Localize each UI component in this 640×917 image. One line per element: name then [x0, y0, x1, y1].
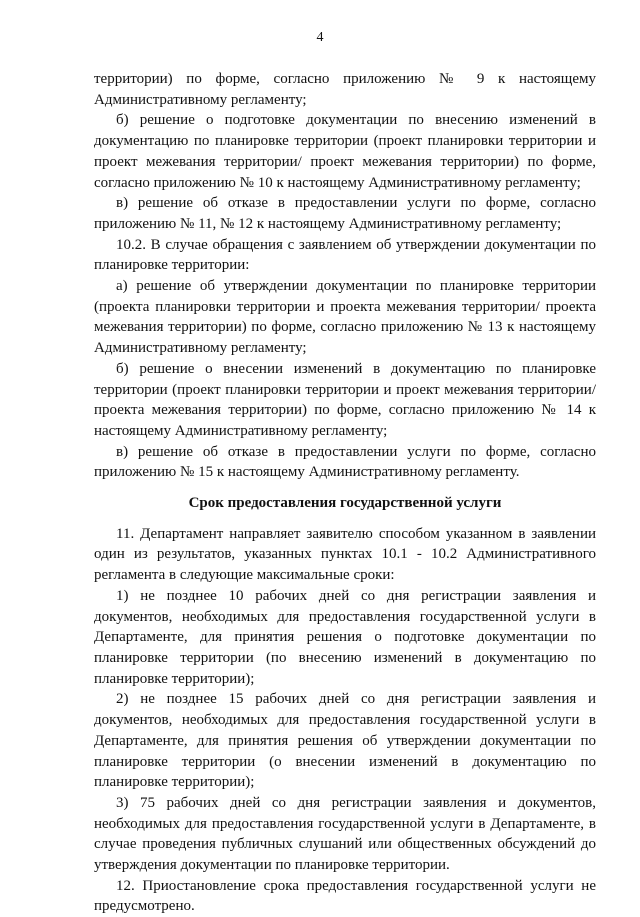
paragraph: территории) по форме, согласно приложению № 9 к настоящему Административному регламенту; [94, 71, 596, 108]
spacer [94, 514, 596, 524]
document-body [94, 69, 596, 917]
paragraph: в) решение об отказе в предоставлении услуги по форме, согласно приложению № 15 к настоящему Административному регламенту. [94, 443, 596, 481]
paragraph: 12. Приостановление срока предоставления государственной услуги не предусмотрено. [94, 877, 596, 915]
paragraph: 11. Департамент направляет заявителю способом указанном в заявлении один из результатов, указанных пунктах 10.1 - 10.2 Административного регламента в следующие максимальные сроки: [94, 525, 596, 584]
page-number: 4 [316, 30, 324, 45]
section-heading: Срок предоставления государственной услуги [188, 495, 502, 512]
paragraph: б) решение о внесении изменений в документацию по планировке территории (проект планировки территории и проект межевания территории/ проекта межевания территории) по форме, согласно приложению № 14 к настоящему Административному регламенту; [94, 360, 596, 439]
paragraph: а) решение об утверждении документации по планировке территории (проекта планировки территории и проекта межевания территории/ проекта межевания территории) по форме, согласно приложению № 13 к настоящему Административному регламенту; [94, 278, 596, 357]
paragraph: 1) не позднее 10 рабочих дней со дня регистрации заявления и документов, необходимых для предоставления государственной услуги в Департаменте, для принятия решения о подготовке документации по планировке территории (по внесению изменений в документацию по планировке территории); [94, 587, 596, 687]
paragraph: б) решение о подготовке документации по внесению изменений в документацию по планировке территории (проект планировки территории и проект межевания территории/ проект межевания территории) по форме, согласно приложению № 10 к настоящему Административному регламенту; [94, 112, 596, 191]
paragraph: 3) 75 рабочих дней со дня регистрации заявления и документов, необходимых для предоставления государственной услуги в Департаменте, в случае проведения публичных слушаний или общественных обсуждений до утверждения документации по планировке территории. [94, 794, 596, 874]
spacer [94, 483, 596, 493]
paragraph: 10.2. В случае обращения с заявлением об утверждении документации по планировке территории: [94, 236, 596, 274]
paragraph: в) решение об отказе в предоставлении услуги по форме, согласно приложению № 11, № 12 к настоящему Административному регламенту; [94, 195, 596, 232]
paragraph: 2) не позднее 15 рабочих дней со дня регистрации заявления и документов, необходимых для предоставления государственной услуги в Департаменте, для принятия решения об утверждении документации по планировке территории (о внесении изменений в документацию по планировке территории); [94, 691, 596, 791]
